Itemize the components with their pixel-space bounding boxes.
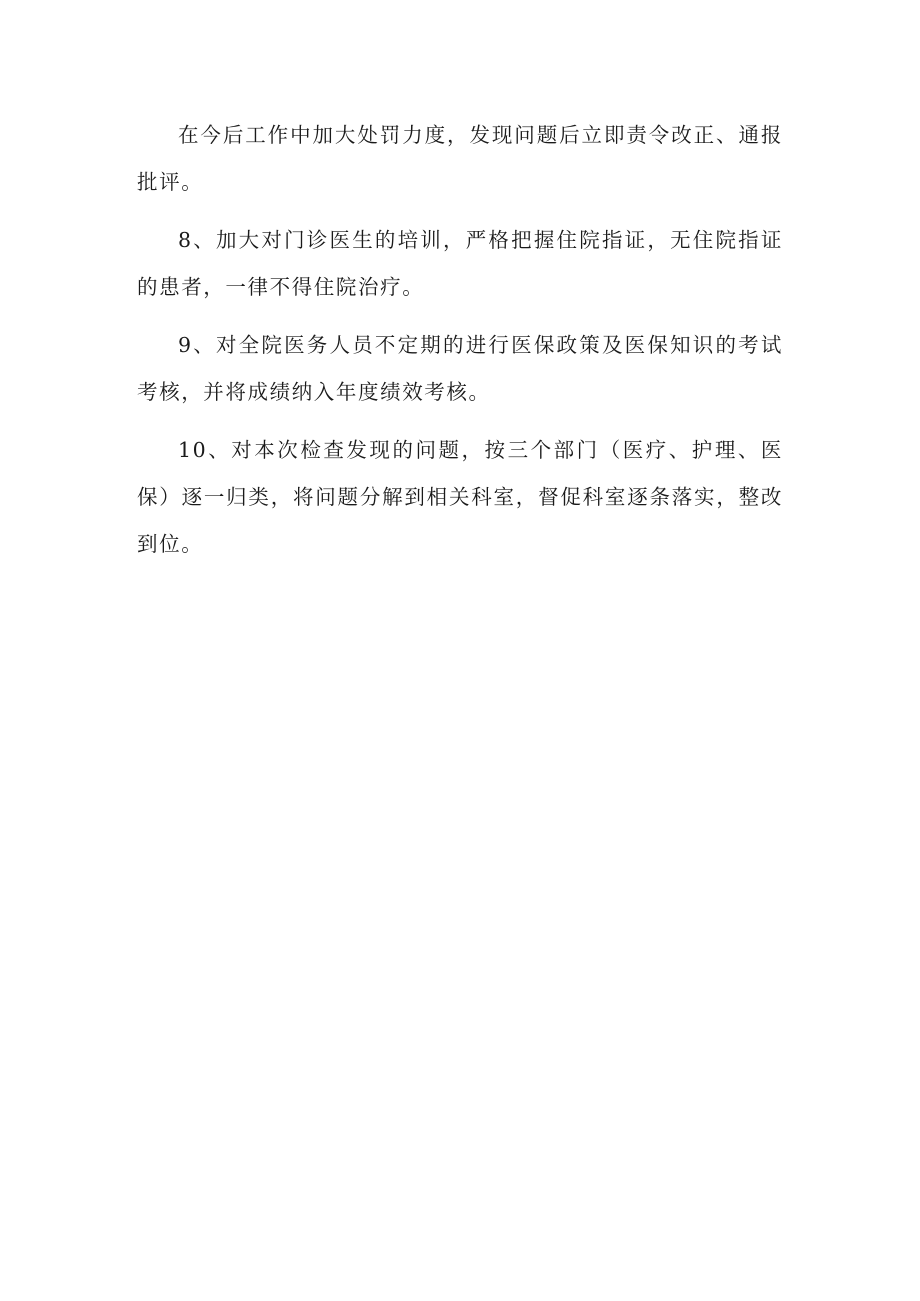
paragraph-item-9: 9、对全院医务人员不定期的进行医保政策及医保知识的考试考核，并将成绩纳入年度绩效考核。 (137, 333, 783, 404)
paragraph-penalty: 在今后工作中加大处罚力度，发现问题后立即责令改正、通报批评。 (137, 123, 783, 194)
paragraph-item-10: 10、对本次检查发现的问题，按三个部门（医疗、护理、医保）逐一归类，将问题分解到相关科室，督促科室逐条落实，整改到位。 (137, 438, 783, 556)
paragraph-item-8: 8、加大对门诊医生的培训，严格把握住院指证，无住院指证的患者，一律不得住院治疗。 (137, 228, 783, 299)
document-body (137, 112, 783, 579)
